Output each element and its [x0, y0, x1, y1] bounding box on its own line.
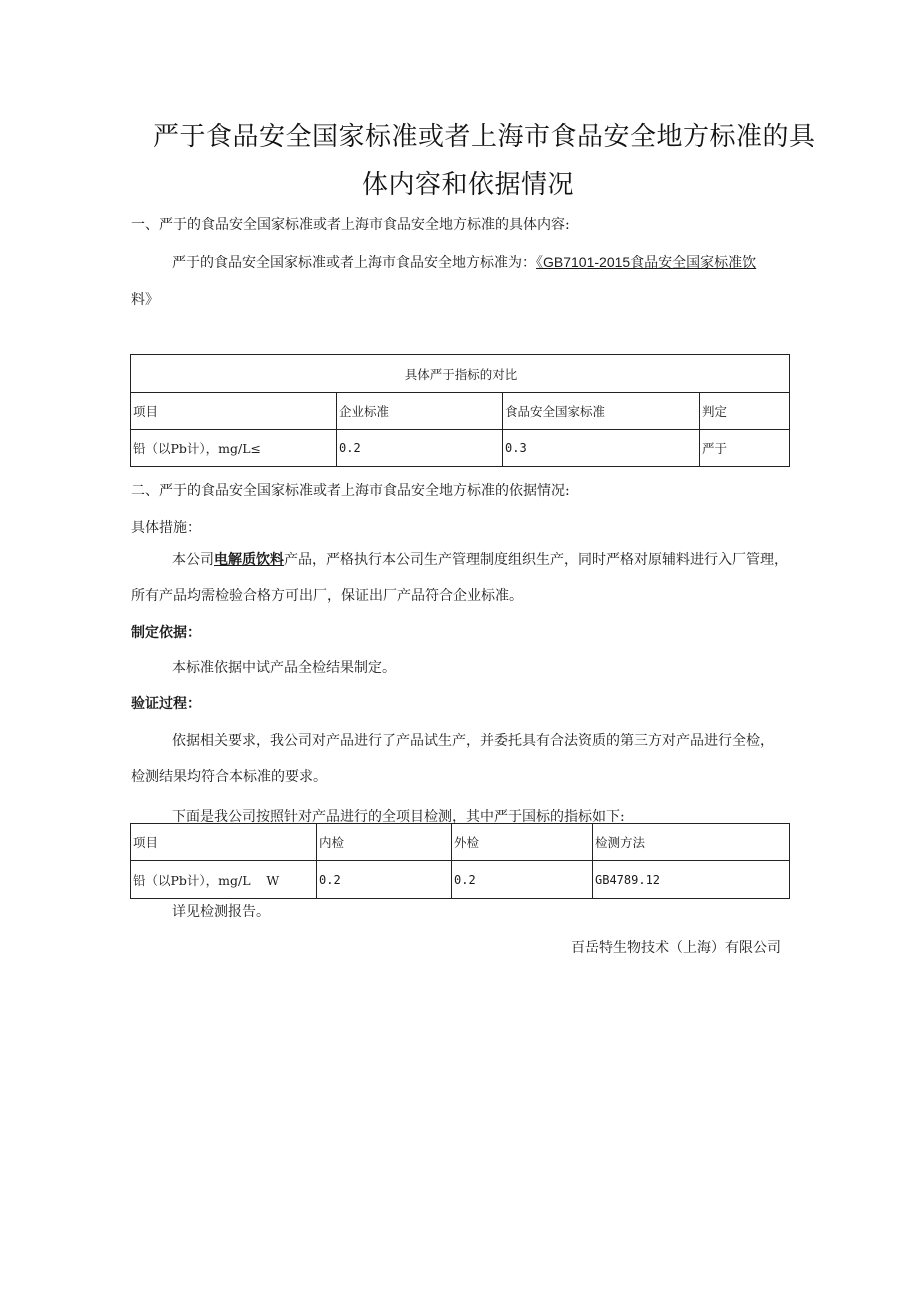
- basis-text: 本标准依据中试产品全检结果制定。: [172, 660, 396, 676]
- measures-paragraph-line1: [172, 549, 788, 569]
- basis-label: 制定依据：: [131, 625, 201, 641]
- table-cell: 严于: [700, 430, 790, 467]
- section2-heading: 二、严于的食品安全国家标准或者上海市食品安全地方标准的依据情况:: [131, 483, 570, 499]
- table-cell: 铅（以Pb计），mg/L W: [131, 861, 317, 899]
- standard-reference: 《GB7101-2015食品安全国家标准饮: [536, 254, 757, 270]
- test-intro: 下面是我公司按照针对产品进行的全项目检测，其中严于国标的指标如下:: [172, 809, 625, 825]
- table-header-row: [131, 824, 790, 861]
- table-header-cell: 判定: [700, 393, 790, 430]
- standard-reference-cont: 料》: [131, 292, 159, 308]
- page-title-line1: 严于食品安全国家标准或者上海市食品安全地方标准的具: [153, 122, 816, 152]
- table-cell: 0.3: [503, 430, 700, 467]
- comparison-table-caption: 具体严于指标的对比: [131, 355, 790, 393]
- report-note: 详见检测报告。: [172, 904, 270, 920]
- table-header-cell: 内检: [317, 824, 452, 861]
- verify-label: 验证过程：: [131, 696, 201, 712]
- table-cell: 0.2: [317, 861, 452, 899]
- company-signature: 百岳特生物技术（上海）有限公司: [571, 940, 781, 956]
- table-header-cell: 检测方法: [593, 824, 790, 861]
- table-header-cell: 外检: [452, 824, 593, 861]
- measures-paragraph-line2: 所有产品均需检验合格方可出厂，保证出厂产品符合企业标准。: [131, 588, 523, 604]
- table-row: [131, 430, 790, 467]
- table-header-cell: 食品安全国家标准: [503, 393, 700, 430]
- measures-suffix: 产品，严格执行本公司生产管理制度组织生产，同时严格对原辅料进行入厂管理，: [284, 552, 788, 568]
- test-results-table: [130, 823, 790, 899]
- table-cell: 铅（以Pb计），mg/L≤: [131, 430, 337, 467]
- table-row: [131, 861, 790, 899]
- table-header-cell: 企业标准: [337, 393, 503, 430]
- table-cell: 0.2: [337, 430, 503, 467]
- section1-heading: 一、严于的食品安全国家标准或者上海市食品安全地方标准的具体内容:: [131, 217, 570, 233]
- page-title-line2: 体内容和依据情况: [362, 170, 575, 200]
- verify-paragraph-line2: 检测结果均符合本标准的要求。: [131, 769, 327, 785]
- table-cell: GB4789.12: [593, 861, 790, 899]
- table-header-cell: 项目: [131, 393, 337, 430]
- table-cell: 0.2: [452, 861, 593, 899]
- comparison-table: [130, 354, 790, 467]
- measures-label: 具体措施：: [131, 520, 201, 536]
- standard-intro-prefix: 严于的食品安全国家标准或者上海市食品安全地方标准为：: [172, 255, 536, 271]
- measures-prefix: 本公司: [172, 552, 214, 568]
- verify-paragraph-line1: 依据相关要求，我公司对产品进行了产品试生产，并委托具有合法资质的第三方对产品进行全检，: [172, 733, 774, 749]
- table-header-row: [131, 393, 790, 430]
- table-header-cell: 项目: [131, 824, 317, 861]
- standard-intro: [172, 252, 756, 272]
- product-name: 电解质饮料: [214, 552, 284, 568]
